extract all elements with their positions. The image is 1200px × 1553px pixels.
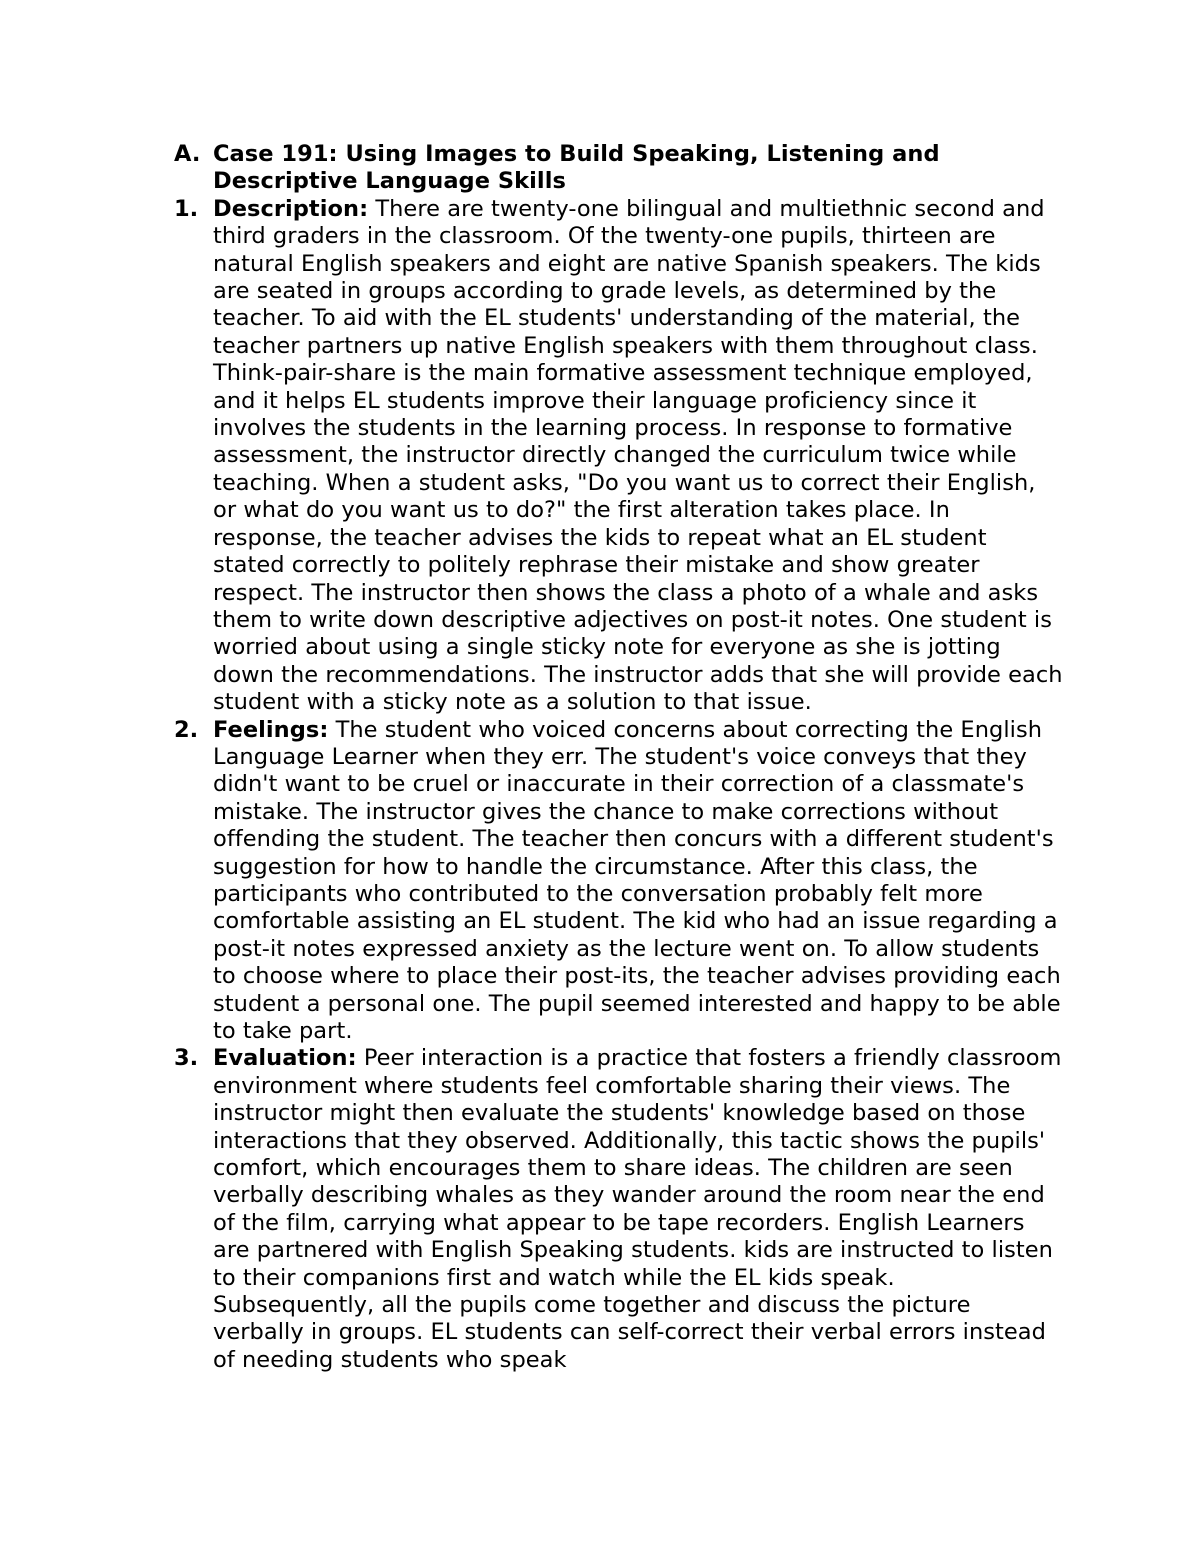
list-item-label: Description: xyxy=(213,195,369,222)
list-item-body xyxy=(213,196,1063,717)
list-item-marker: 2. xyxy=(174,716,199,743)
list-item-label: Feelings: xyxy=(213,716,329,743)
list-item-marker: 3. xyxy=(174,1045,199,1072)
section-marker: A. xyxy=(174,141,201,167)
document-content xyxy=(174,141,1074,1374)
list-item-feelings xyxy=(174,717,1074,1046)
list-item-text: There are twenty-one bilingual and multiethnic second and third graders in the classroom. Of the twenty-one pupils, thirteen are natural English speakers and eight are native Spanish speakers. The kids are seated in groups according to grade levels, as determined by the teacher. To aid with the EL students' understanding of the material, the teacher partners up native English speakers with them throughout class. Think-pair-share is the main formative assessment technique employed, and it helps EL students improve their language proficiency since it involves the students in the learning process. In response to formative assessment, the instructor directly changed the curriculum twice while teaching. When a student asks, "Do you want us to correct their English, or what do you want us to do?" the first alteration takes place. In response, the teacher advises the kids to repeat what an EL student stated correctly to politely rephrase their mistake and show greater respect. The instructor then shows the class a photo of a whale and asks them to write down descriptive adjectives on post-it notes. One student is worried about using a single sticky note for everyone as she is jotting down the recommendations. The instructor adds that she will provide each student with a sticky note as a solution to that issue. xyxy=(213,195,1063,716)
list-item-body xyxy=(213,717,1063,1046)
list-item-description xyxy=(174,196,1074,717)
list-item-text: The student who voiced concerns about correcting the English Language Learner when they err. The student's voice conveys that they didn't want to be cruel or inaccurate in their correction of a classmate's mistake. The instructor gives the chance to make corrections without offending the student. The teacher then concurs with a different student's suggestion for how to handle the circumstance. After this class, the participants who contributed to the conversation probably felt more comfortable assisting an EL student. The kid who had an issue regarding a post-it notes expressed anxiety as the lecture went on. To allow students to choose where to place their post-its, the teacher advises providing each student a personal one. The pupil seemed interested and happy to be able to take part. xyxy=(213,716,1061,1044)
list-item-body xyxy=(213,1045,1063,1374)
section-heading xyxy=(174,141,1074,196)
list-item-evaluation xyxy=(174,1045,1074,1374)
list-item-text: Peer interaction is a practice that fosters a friendly classroom environment where students feel comfortable sharing their views. The instructor might then evaluate the students' knowledge based on those interactions that they observed. Additionally, this tactic shows the pupils' comfort, which encourages them to share ideas. The children are seen verbally describing whales as they wander around the room near the end of the film, carrying what appear to be tape recorders. English Learners are partnered with English Speaking students. kids are instructed to listen to their companions first and watch while the EL kids speak. Subsequently, all the pupils come together and discuss the picture verbally in groups. EL students can self-correct their verbal errors instead of needing students who speak xyxy=(213,1045,1062,1373)
section-title: Case 191: Using Images to Build Speaking, Listening and Descriptive Language Skills xyxy=(213,141,940,195)
list-item-marker: 1. xyxy=(174,195,199,222)
list-item-label: Evaluation: xyxy=(213,1045,357,1072)
